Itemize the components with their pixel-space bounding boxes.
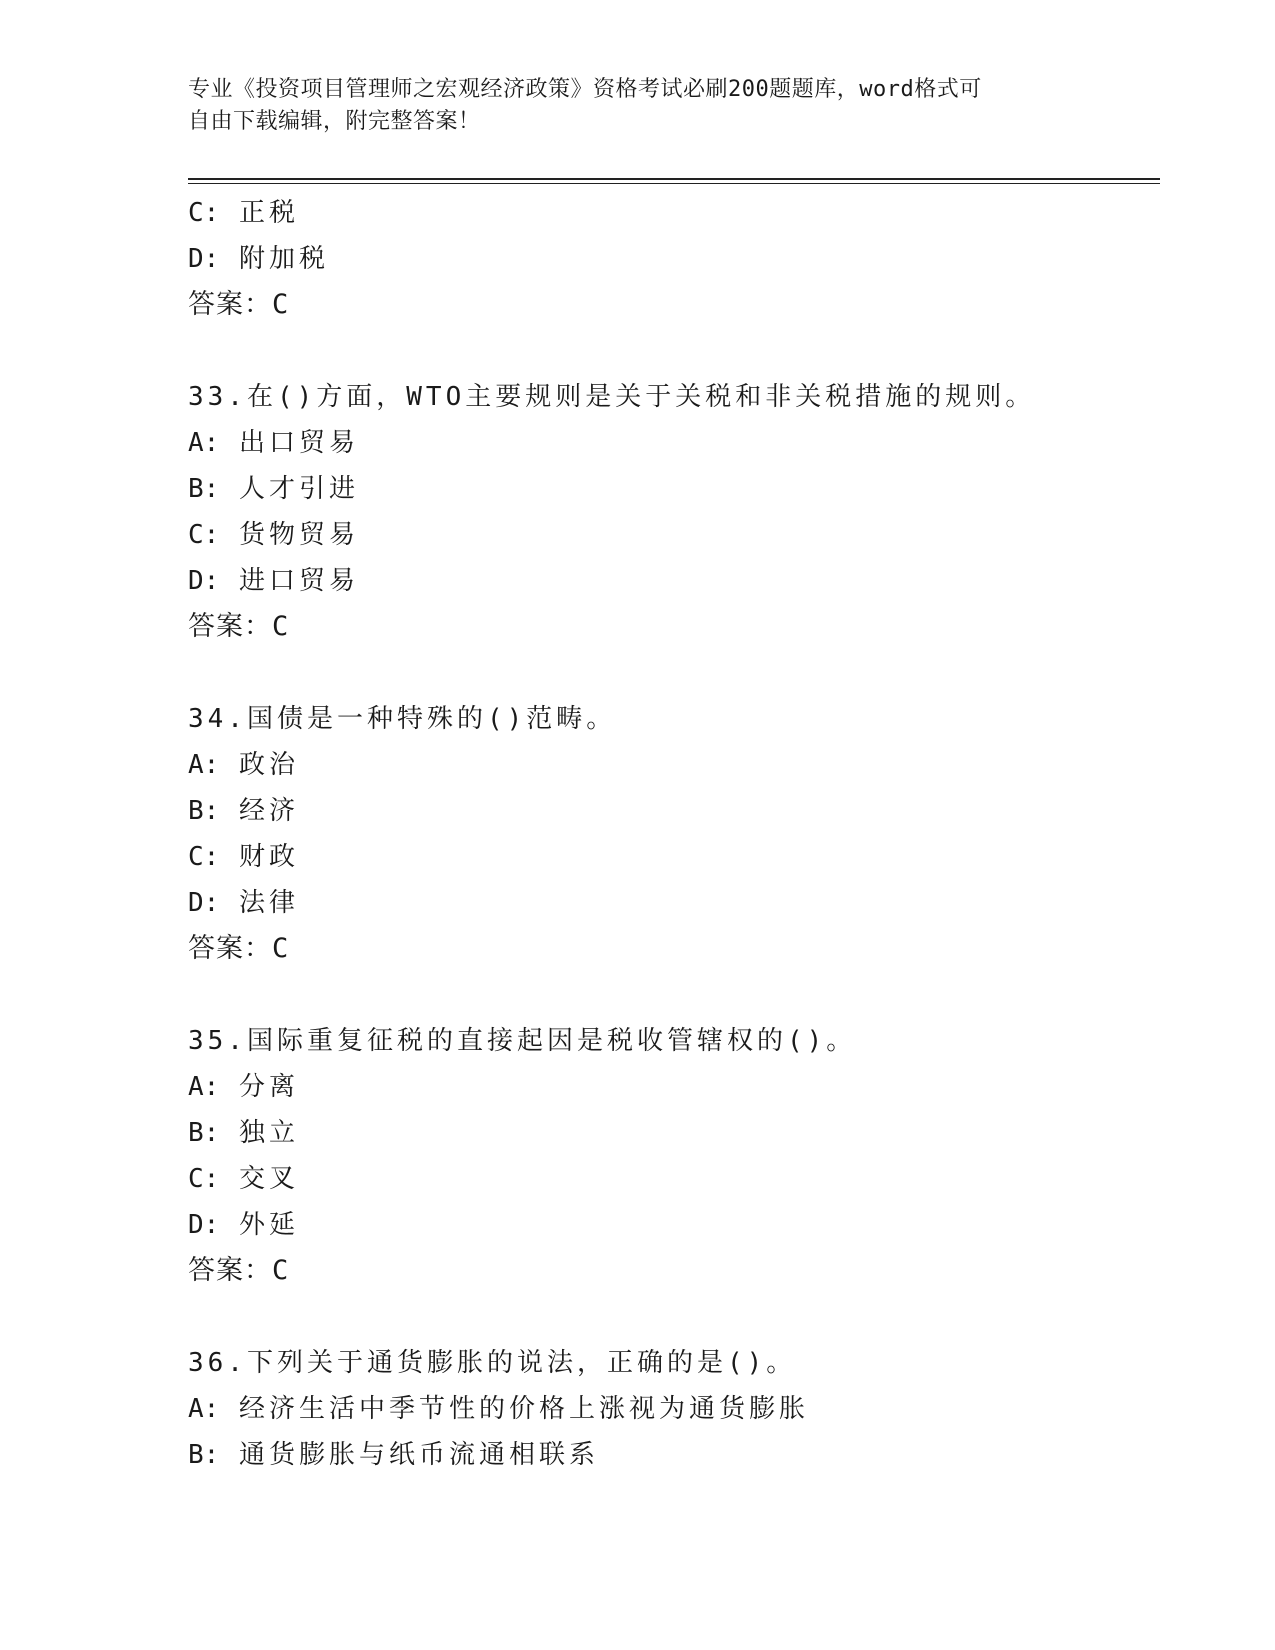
spacer bbox=[188, 328, 1160, 374]
option-text: 法律 bbox=[238, 888, 299, 918]
option-text: 外延 bbox=[238, 1210, 299, 1240]
option-b: B: 通货膨胀与纸币流通相联系 bbox=[188, 1440, 599, 1470]
header-line-2: 自由下载编辑，附完整答案！ bbox=[188, 109, 481, 134]
question-list bbox=[188, 190, 1160, 1478]
document-header bbox=[188, 74, 1078, 138]
header-divider-thick bbox=[188, 178, 1160, 180]
question-34 bbox=[188, 696, 1160, 972]
question-33 bbox=[188, 374, 1160, 650]
option-text: 附加税 bbox=[238, 244, 329, 274]
spacer bbox=[188, 972, 1160, 1018]
option-text: 分离 bbox=[238, 1072, 299, 1102]
option-d: D: 法律 bbox=[188, 888, 299, 918]
spacer bbox=[188, 650, 1160, 696]
option-c: C: 正税 bbox=[188, 198, 299, 228]
option-b: B: 经济 bbox=[188, 796, 299, 826]
option-text: 进口贸易 bbox=[238, 566, 359, 596]
option-b: B: 人才引进 bbox=[188, 474, 359, 504]
option-text: 货物贸易 bbox=[238, 520, 359, 550]
question-text: 36.下列关于通货膨胀的说法，正确的是()。 bbox=[188, 1348, 797, 1378]
option-c: C: 货物贸易 bbox=[188, 520, 359, 550]
question-text: 33.在()方面，WTO主要规则是关于关税和非关税措施的规则。 bbox=[188, 382, 1036, 412]
option-c: C: 交叉 bbox=[188, 1164, 299, 1194]
option-text: 通货膨胀与纸币流通相联系 bbox=[238, 1440, 599, 1470]
question-35 bbox=[188, 1018, 1160, 1294]
option-a: A: 政治 bbox=[188, 750, 299, 780]
option-text: 出口贸易 bbox=[238, 428, 359, 458]
option-c: C: 财政 bbox=[188, 842, 299, 872]
option-a: A: 经济生活中季节性的价格上涨视为通货膨胀 bbox=[188, 1394, 809, 1424]
header-line-1: 专业《投资项目管理师之宏观经济政策》资格考试必刷200题题库，word格式可 bbox=[188, 77, 982, 102]
option-d: D: 附加税 bbox=[188, 244, 329, 274]
option-d: D: 进口贸易 bbox=[188, 566, 359, 596]
option-a: A: 出口贸易 bbox=[188, 428, 359, 458]
option-text: 交叉 bbox=[238, 1164, 299, 1194]
answer-line: 答案：C bbox=[188, 1255, 290, 1286]
header-divider-thin bbox=[188, 183, 1160, 184]
option-text: 人才引进 bbox=[238, 474, 359, 504]
question-text: 35.国际重复征税的直接起因是税收管辖权的()。 bbox=[188, 1026, 857, 1056]
question-text: 34.国债是一种特殊的()范畴。 bbox=[188, 704, 617, 734]
option-d: D: 外延 bbox=[188, 1210, 299, 1240]
answer-line: 答案：C bbox=[188, 933, 290, 964]
option-text: 经济生活中季节性的价格上涨视为通货膨胀 bbox=[238, 1394, 809, 1424]
option-text: 独立 bbox=[238, 1118, 299, 1148]
option-text: 财政 bbox=[238, 842, 299, 872]
option-text: 正税 bbox=[238, 198, 299, 228]
answer-line: 答案：C bbox=[188, 611, 290, 642]
option-text: 经济 bbox=[238, 796, 299, 826]
question-36 bbox=[188, 1340, 1160, 1478]
option-b: B: 独立 bbox=[188, 1118, 299, 1148]
spacer bbox=[188, 1294, 1160, 1340]
option-text: 政治 bbox=[238, 750, 299, 780]
question-fragment bbox=[188, 190, 1160, 328]
option-a: A: 分离 bbox=[188, 1072, 299, 1102]
answer-line: 答案：C bbox=[188, 289, 290, 320]
